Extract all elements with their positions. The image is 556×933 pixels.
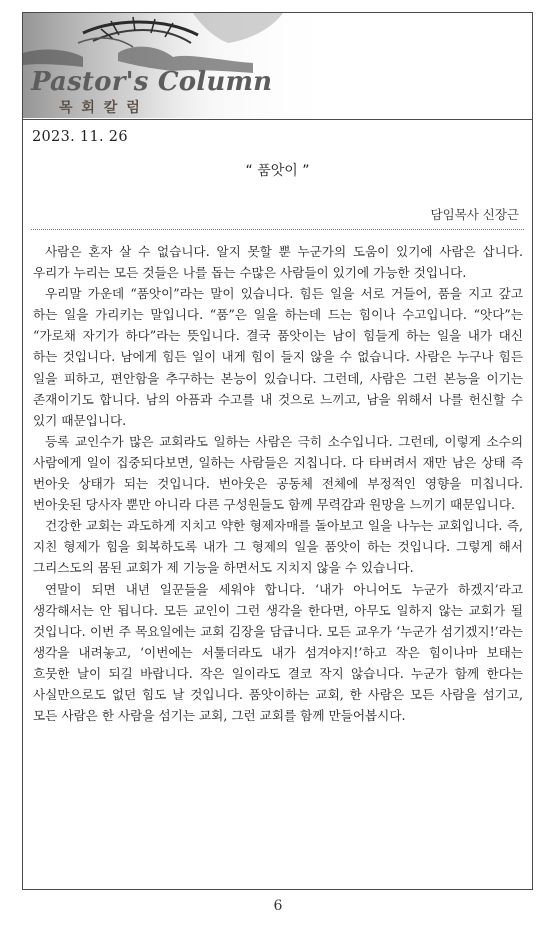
- body-paragraph: 연말이 되면 내년 일꾼들을 세워야 합니다. ‘내가 아니어도 누군가 하겠지’라고 생각해서는 안 됩니다. 모든 교인이 그런 생각을 한다면, 아무도 일하지 않는 교회가 될 것입니다. 이번 주 목요일에는 교회 김장을 담급니다. 모든 교우가 ‘누군가 섬기겠지!’라는 생각을 내려놓고, ‘이번에는 서툴더라도 내가 섬겨야지!’하고 작은 힘이나마 보태는 흐뭇한 날이 되길 바랍니다. 작은 일이라도 결코 작지 않습니다. 누군가 함께 한다는 사실만으로도 없던 힘도 날 것입니다. 품앗이하는 교회, 한 사람은 모든 사람을 섬기고, 모든 사람은 한 사람을 섬기는 교회, 그런 교회를 함께 만들어봅시다.: [33, 581, 523, 724]
- body-paragraph: 건강한 교회는 과도하게 지치고 약한 형제자매를 돌아보고 일을 나누는 교회입니다. 즉, 지친 형제가 힘을 회복하도록 내가 그 형제의 일을 품앗이 하는 것입니다. 그렇게 해서 그리스도의 몸된 교회가 제 기능을 하면서도 지치지 않을 수 있습니다.: [33, 518, 523, 576]
- column-heading: “ 품앗이 ”: [245, 163, 310, 179]
- column-title: Pastor's Column: [31, 67, 273, 97]
- body-paragraph: 등록 교인수가 많은 교회라도 일하는 사람은 극히 소수입니다. 그런데, 이렇게 소수의 사람에게 일이 집중되다보면, 일하는 사람들은 지칩니다. 다 타버려서 재만 남은 상태 즉 번아웃 상태가 되는 것입니다. 번아웃은 공동체 전체에 부정적인 영향을 미칩니다. 번아웃된 당사자 뿐만 아니라 다른 구성원들도 함께 무력감과 원망을 느끼기 때문입니다.: [33, 433, 523, 513]
- page-number: 6: [273, 898, 283, 914]
- column-header: [23, 13, 532, 120]
- column-frame: [22, 12, 533, 890]
- column-subtitle: 목 회 칼 럼: [59, 100, 142, 116]
- dotted-divider: [31, 229, 524, 230]
- column-body: [33, 241, 523, 726]
- column-author: 담임목사 신장근: [430, 207, 519, 222]
- body-paragraph: 사람은 혼자 살 수 없습니다. 알지 못할 뿐 누군가의 도움이 있기에 사람은 삽니다. 우리가 누리는 모든 것들은 나를 돕는 수많은 사람들이 있기에 가능한 것입니다.: [33, 244, 523, 281]
- column-date: 2023. 11. 26: [32, 129, 128, 145]
- body-paragraph: 우리말 가운데 “품앗이”라는 말이 있습니다. 힘든 일을 서로 거들어, 품을 지고 갚고 하는 일을 가리키는 말입니다. “품”은 일을 하는데 드는 힘이나 수고입니다. “앗다”는 “가로채 자기가 하다”라는 뜻입니다. 결국 품앗이는 남이 힘들게 하는 일을 내가 대신 하는 것입니다. 남에게 힘든 일이 내게 힘이 들지 않을 수 없습니다. 사람은 누구나 힘든 일을 피하고, 편안함을 추구하는 본능이 있습니다. 그런데, 사람은 그런 본능을 이기는 존재이기도 합니다. 남의 아픔과 수고를 내 것으로 느끼고, 남을 위해서 나를 헌신할 수 있기 때문입니다.: [33, 286, 523, 428]
